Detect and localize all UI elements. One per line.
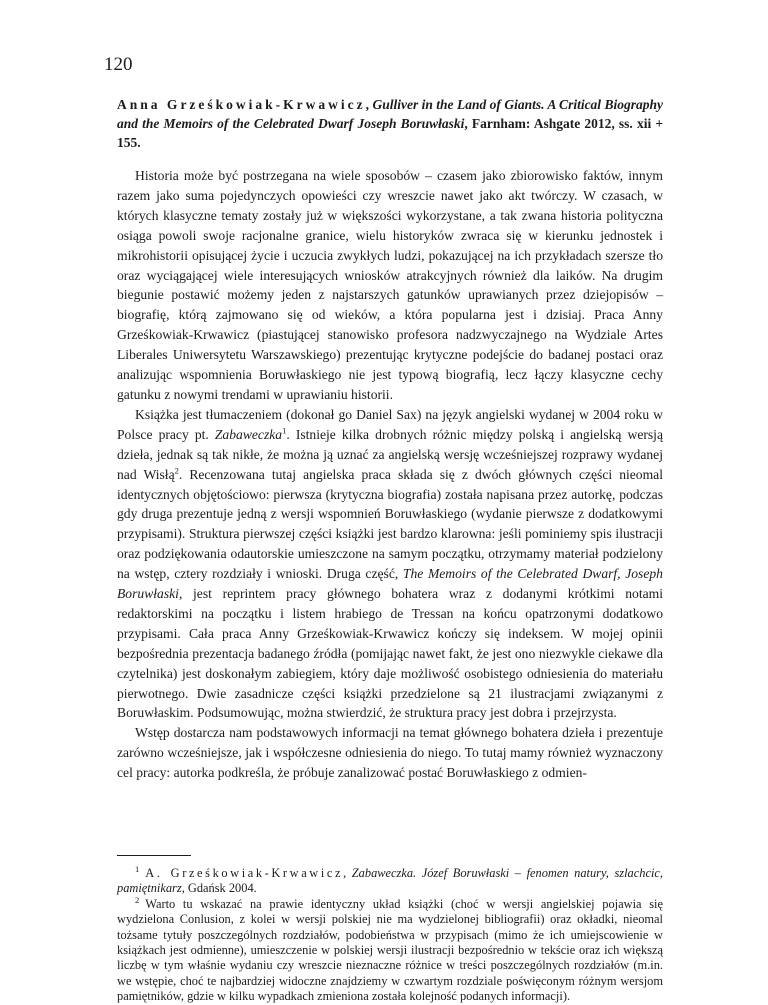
reviewed-author: Anna Grześkowiak-Krwawicz — [117, 97, 366, 112]
book-title-zabaweczka: Zabaweczka — [214, 426, 283, 442]
page-count: ss. xii + 155. — [117, 116, 664, 150]
footnote-1-title: Zabaweczka. Józef Boruwłaski – fenomen natury, szlachcic, pamiętnikarz — [117, 866, 663, 896]
page-number: 120 — [104, 54, 133, 75]
review-heading: Anna Grześkowiak-Krwawicz, Gulliver in the Land of Giants. A Critical Biography and the Memoirs of the Celebrated Dwarf Joseph Boruwłaski, Farnham: Ashgate 2012, ss. xii + 155. — [117, 97, 664, 150]
paragraph-1: Historia może być postrzegana na wiele sposobów – czasem jako zbiorowisko faktów, innym razem jako suma pojedynczych opowieści czy wreszcie nawet jako akt twórczy. W czasach, w których klasyczne tematy zostały już w większości wykorzystane, a tak zwana historia polityczna osiąga powoli swoje racjonalne granice, wielu historyków zwraca się w kierunku jednostek i mikrohistorii opisującej życie i uczucia zwykłych ludzi, pokazującej na ich przykładach szersze tło oraz wyciągającej wiele interesujących wniosków atrakcyjnych również dla laików. Na drugim biegunie postawić możemy jeden z najstarszych gatunków uprawianych przez dziejopisów – biografię, którą zajmowano się od wieków, a która popularna jest i dzisiaj. Praca Anny Grześkowiak-Krwawicz (piastującej stanowisko profesora nadzwyczajnego na Wydziale Artes Liberales Uniwersytetu Warszawskiego) prezentując krytyczne podejście do badanej postaci oraz analizując wspomnienia Boruwłaskiego nie jest typową biografią, lecz łączy klasyczne cechy gatunku z nowymi trendami w uprawianiu historii. — [117, 168, 663, 402]
reviewed-title: Gulliver in the Land of Giants. A Critical Biography and the Memoirs of the Celebrated Dwarf Joseph Boruwłaski — [117, 97, 663, 131]
footnote-1: $^1$ A. Grześkowiak-Krwawicz, Zabaweczka. Józef Boruwłaski – fenomen natury, szlachcic, pamiętnikarz, Gdańsk 2004. — [117, 863, 663, 896]
footnote-ref-1: 1 — [282, 425, 287, 436]
paragraph-3: Wstęp dostarcza nam podstawowych informacji na temat głównego bohatera dzieła i prezentuje zarówno wcześniejsze, jak i współczesne odniesienia do niego. To tutaj mamy również wyznaczony cel pracy: autorka podkreśla, że próbuje zanalizować postać Boruwłaskiego z odmien- — [117, 725, 663, 781]
footnote-1-author: A. Grześkowiak-Krwawicz — [145, 866, 344, 880]
footnotes — [117, 863, 663, 1005]
book-title-memoirs: The Memoirs of the Celebrated Dwarf, Joseph Boruwłaski — [117, 566, 663, 602]
footnote-ref-2: 2 — [174, 465, 179, 476]
footnote-2-text: Warto tu wskazać na prawie identyczny układ książki (choć w wersji angielskiej pojawia się wydzielona Conlusion, z kolei w wersji polskiej nie ma wydzielonej bibliografii) oraz okładki, nieomal tożsame tytuły poszczególnych rozdziałów, podobieństwa w przypisach (mimo że ich umiejscowienie w książkach jest odmienne), umieszczenie w polskiej wersji ilustracji bezpośrednio w tekście oraz ich większą liczbę w tym właśnie wydaniu czy wreszcie nieznaczne różnice w treści poszczególnych rozdziałów (m.in. we wstępie, choć te najbardziej widoczne znajdziemy w czwartym rozdziale poświęconym różnym wersjom pamiętników, gdzie w kilku wypadkach zmieniona została kolejność podanych informacji). — [117, 896, 663, 1004]
publisher-info: Farnham: Ashgate 2012, — [471, 116, 615, 131]
paragraph-2: Książka jest tłumaczeniem (dokonał go Daniel Sax) na język angielski wydanej w 2004 roku w Polsce pracy pt. Zabaweczka$^1$. Istnieje kilka drobnych różnic między polską i angielską wersją dzieła, jednak są tak nikłe, że można ją uznać za angielską wersję wcześniejszej rozprawy wydanej nad Wisłą$^2$. Recenzowana tutaj angielska praca składa się z dwóch głównych części nieomal identycznych objętościowo: pierwsza (krytyczna biografia) została napisana przez autorkę, podczas gdy druga prezentuje jedną z wersji wspomnień Boruwłaskiego (wydanie pierwsze z dodatkowymi przypisami). Struktura pierwszej części książki jest bardzo klarowna: jeśli pominiemy spis ilustracji oraz podziękowania odautorskie umieszczone na samym początku, otrzymamy materiał podzielony na wstęp, cztery rozdziały i wnioski. Druga część, The Memoirs of the Celebrated Dwarf, Joseph Boruwłaski, jest reprintem pracy głównego bohatera wraz z dodanymi krótkimi notami redaktorskimi na początku i listem hrabiego de Tressan na końcu opatrzonymi dodatkowo przypisami. Cała praca Anny Grześkowiak-Krwawicz kończy się indeksem. W mojej opinii bezpośrednia prezentacja badanego źródła (pomijając nawet fakt, że jest ono niezwykle ciekawe dla czytelnika) jest doskonałym zabiegiem, który daje możliwość osobistego odniesienia do materiału pierwotnego. Dwie zasadnicze części książki przedzielone są 21 ilustracjami związanymi z Boruwłaskim. Podsumowując, można stwierdzić, że struktura pracy jest dobra i przejrzysta. — [117, 406, 663, 721]
footnote-2: $^2$ Warto tu wskazać na prawie identyczny układ książki (choć w wersji angielskiej pojawia się wydzielona Conlusion, z kolei w wersji polskiej nie ma wydzielonej bibliografii) oraz okładki, nieomal tożsame tytuły poszczególnych rozdziałów, podobieństwa w przypisach (mimo że ich umiejscowienie w książkach jest odmienne), umieszczenie w polskiej wersji ilustracji bezpośrednio w tekście oraz ich większą liczbę w tym właśnie wydaniu czy wreszcie nieznaczne różnice w treści poszczególnych rozdziałów (m.in. we wstępie, choć te najbardziej widoczne znajdziemy w czwartym rozdziale poświęconym różnym wersjom pamiętników, gdzie w kilku wypadkach zmieniona została kolejność podanych informacji). — [117, 894, 663, 1004]
review-body — [117, 166, 663, 783]
footnote-separator — [117, 855, 191, 856]
